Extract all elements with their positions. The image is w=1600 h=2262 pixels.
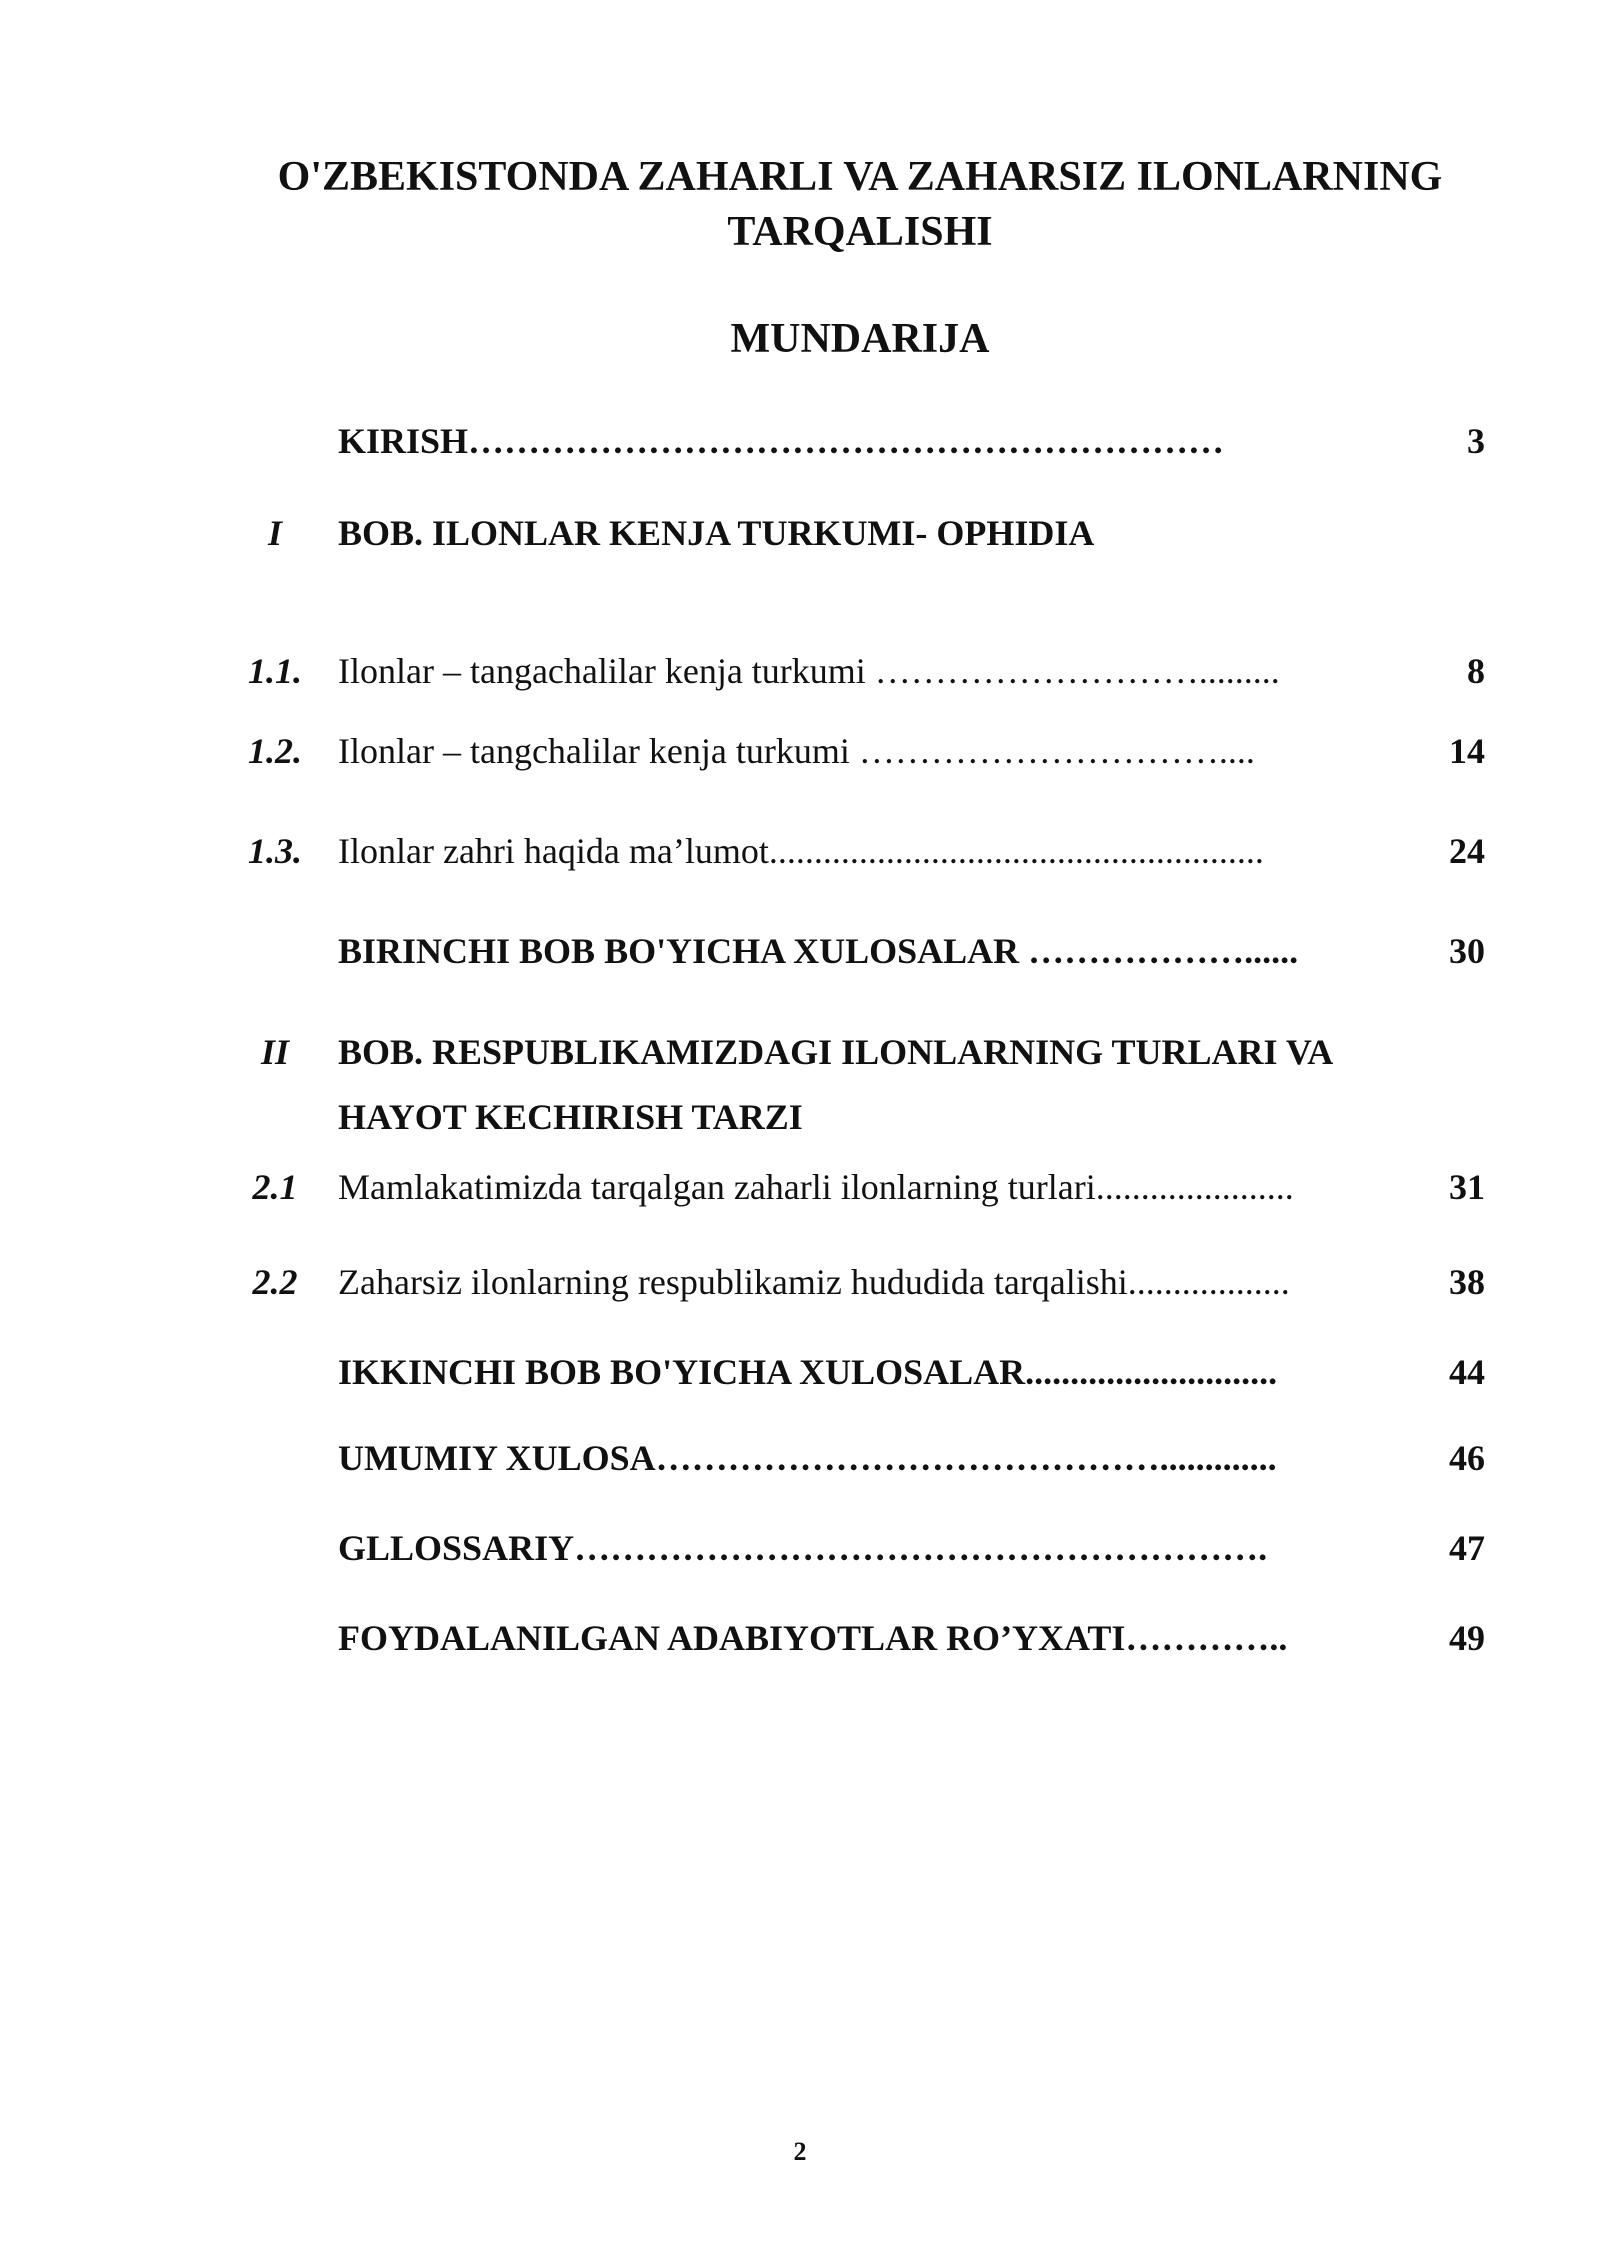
toc-entry-title: Ilonlar zahri haqida ma’lumot....................................................... bbox=[338, 831, 1264, 871]
toc-entry-number: 2.2 bbox=[252, 1262, 298, 1302]
toc-entry-page: 30 bbox=[1449, 931, 1485, 971]
document-title bbox=[160, 150, 1560, 260]
toc-entry-page: 49 bbox=[1449, 1618, 1485, 1658]
toc-entry-title: GLLOSSARIY…………………………………………………. bbox=[338, 1528, 1268, 1568]
toc-entry-number: 2.1 bbox=[252, 1167, 298, 1207]
toc-entry-title: IKKINCHI BOB BO'YICHA XULOSALAR............................ bbox=[338, 1352, 1278, 1392]
toc-entry-title: BOB. ILONLAR KENJA TURKUMI- OPHIDIA bbox=[338, 513, 1095, 553]
document-title-line-2: TARQALISHI bbox=[727, 209, 993, 255]
toc-entry-title: Mamlakatimizda tarqalgan zaharli ilonlarning turlari...................... bbox=[338, 1167, 1294, 1207]
toc-entry-title: BOB. RESPUBLIKAMIZDAGI ILONLARNING TURLARI VA HAYOT KECHIRISH TARZI bbox=[338, 1032, 1332, 1137]
toc-entry-page: 44 bbox=[1449, 1352, 1485, 1392]
toc-entry-page: 8 bbox=[1467, 651, 1485, 691]
toc-entry-page: 38 bbox=[1449, 1262, 1485, 1302]
toc-entry-number: 1.1. bbox=[248, 651, 302, 691]
toc-entry-title: KIRISH……………………………………………………… bbox=[338, 421, 1225, 461]
toc-entry-title: Ilonlar – tangachalilar kenja turkumi ………………………......... bbox=[338, 651, 1280, 691]
document-title-line-1: O'ZBEKISTONDA ZAHARLI VA ZAHARSIZ ILONLARNING bbox=[277, 154, 1443, 200]
toc-entry-page: 14 bbox=[1449, 731, 1485, 771]
toc-entry-title: Zaharsiz ilonlarning respublikamiz hududida tarqalishi.................. bbox=[338, 1262, 1290, 1302]
toc-entry-number: 1.2. bbox=[248, 731, 302, 771]
toc-entry-number: 1.3. bbox=[248, 831, 302, 871]
toc-entry-page: 31 bbox=[1449, 1167, 1485, 1207]
toc-entry-title: UMUMIY XULOSA……………………………………............. bbox=[338, 1438, 1277, 1478]
toc-entry-page: 24 bbox=[1449, 831, 1485, 871]
toc-entry-number: I bbox=[267, 513, 282, 553]
toc-entry-page: 46 bbox=[1449, 1438, 1485, 1478]
toc-entry-title: Ilonlar – tangchalilar kenja turkumi ………………………….... bbox=[338, 731, 1255, 771]
toc-entry-number: II bbox=[260, 1032, 290, 1072]
toc-entry-page: 47 bbox=[1449, 1528, 1485, 1568]
toc-heading: MUNDARIJA bbox=[730, 316, 990, 362]
page-number: 2 bbox=[793, 2137, 807, 2166]
toc-entry-title: BIRINCHI BOB BO'YICHA XULOSALAR ………………...... bbox=[338, 931, 1299, 971]
toc-entry-page: 3 bbox=[1467, 421, 1485, 461]
toc-entry-title: FOYDALANILGAN ADABIYOTLAR RO’YXATI………….. bbox=[338, 1618, 1288, 1658]
